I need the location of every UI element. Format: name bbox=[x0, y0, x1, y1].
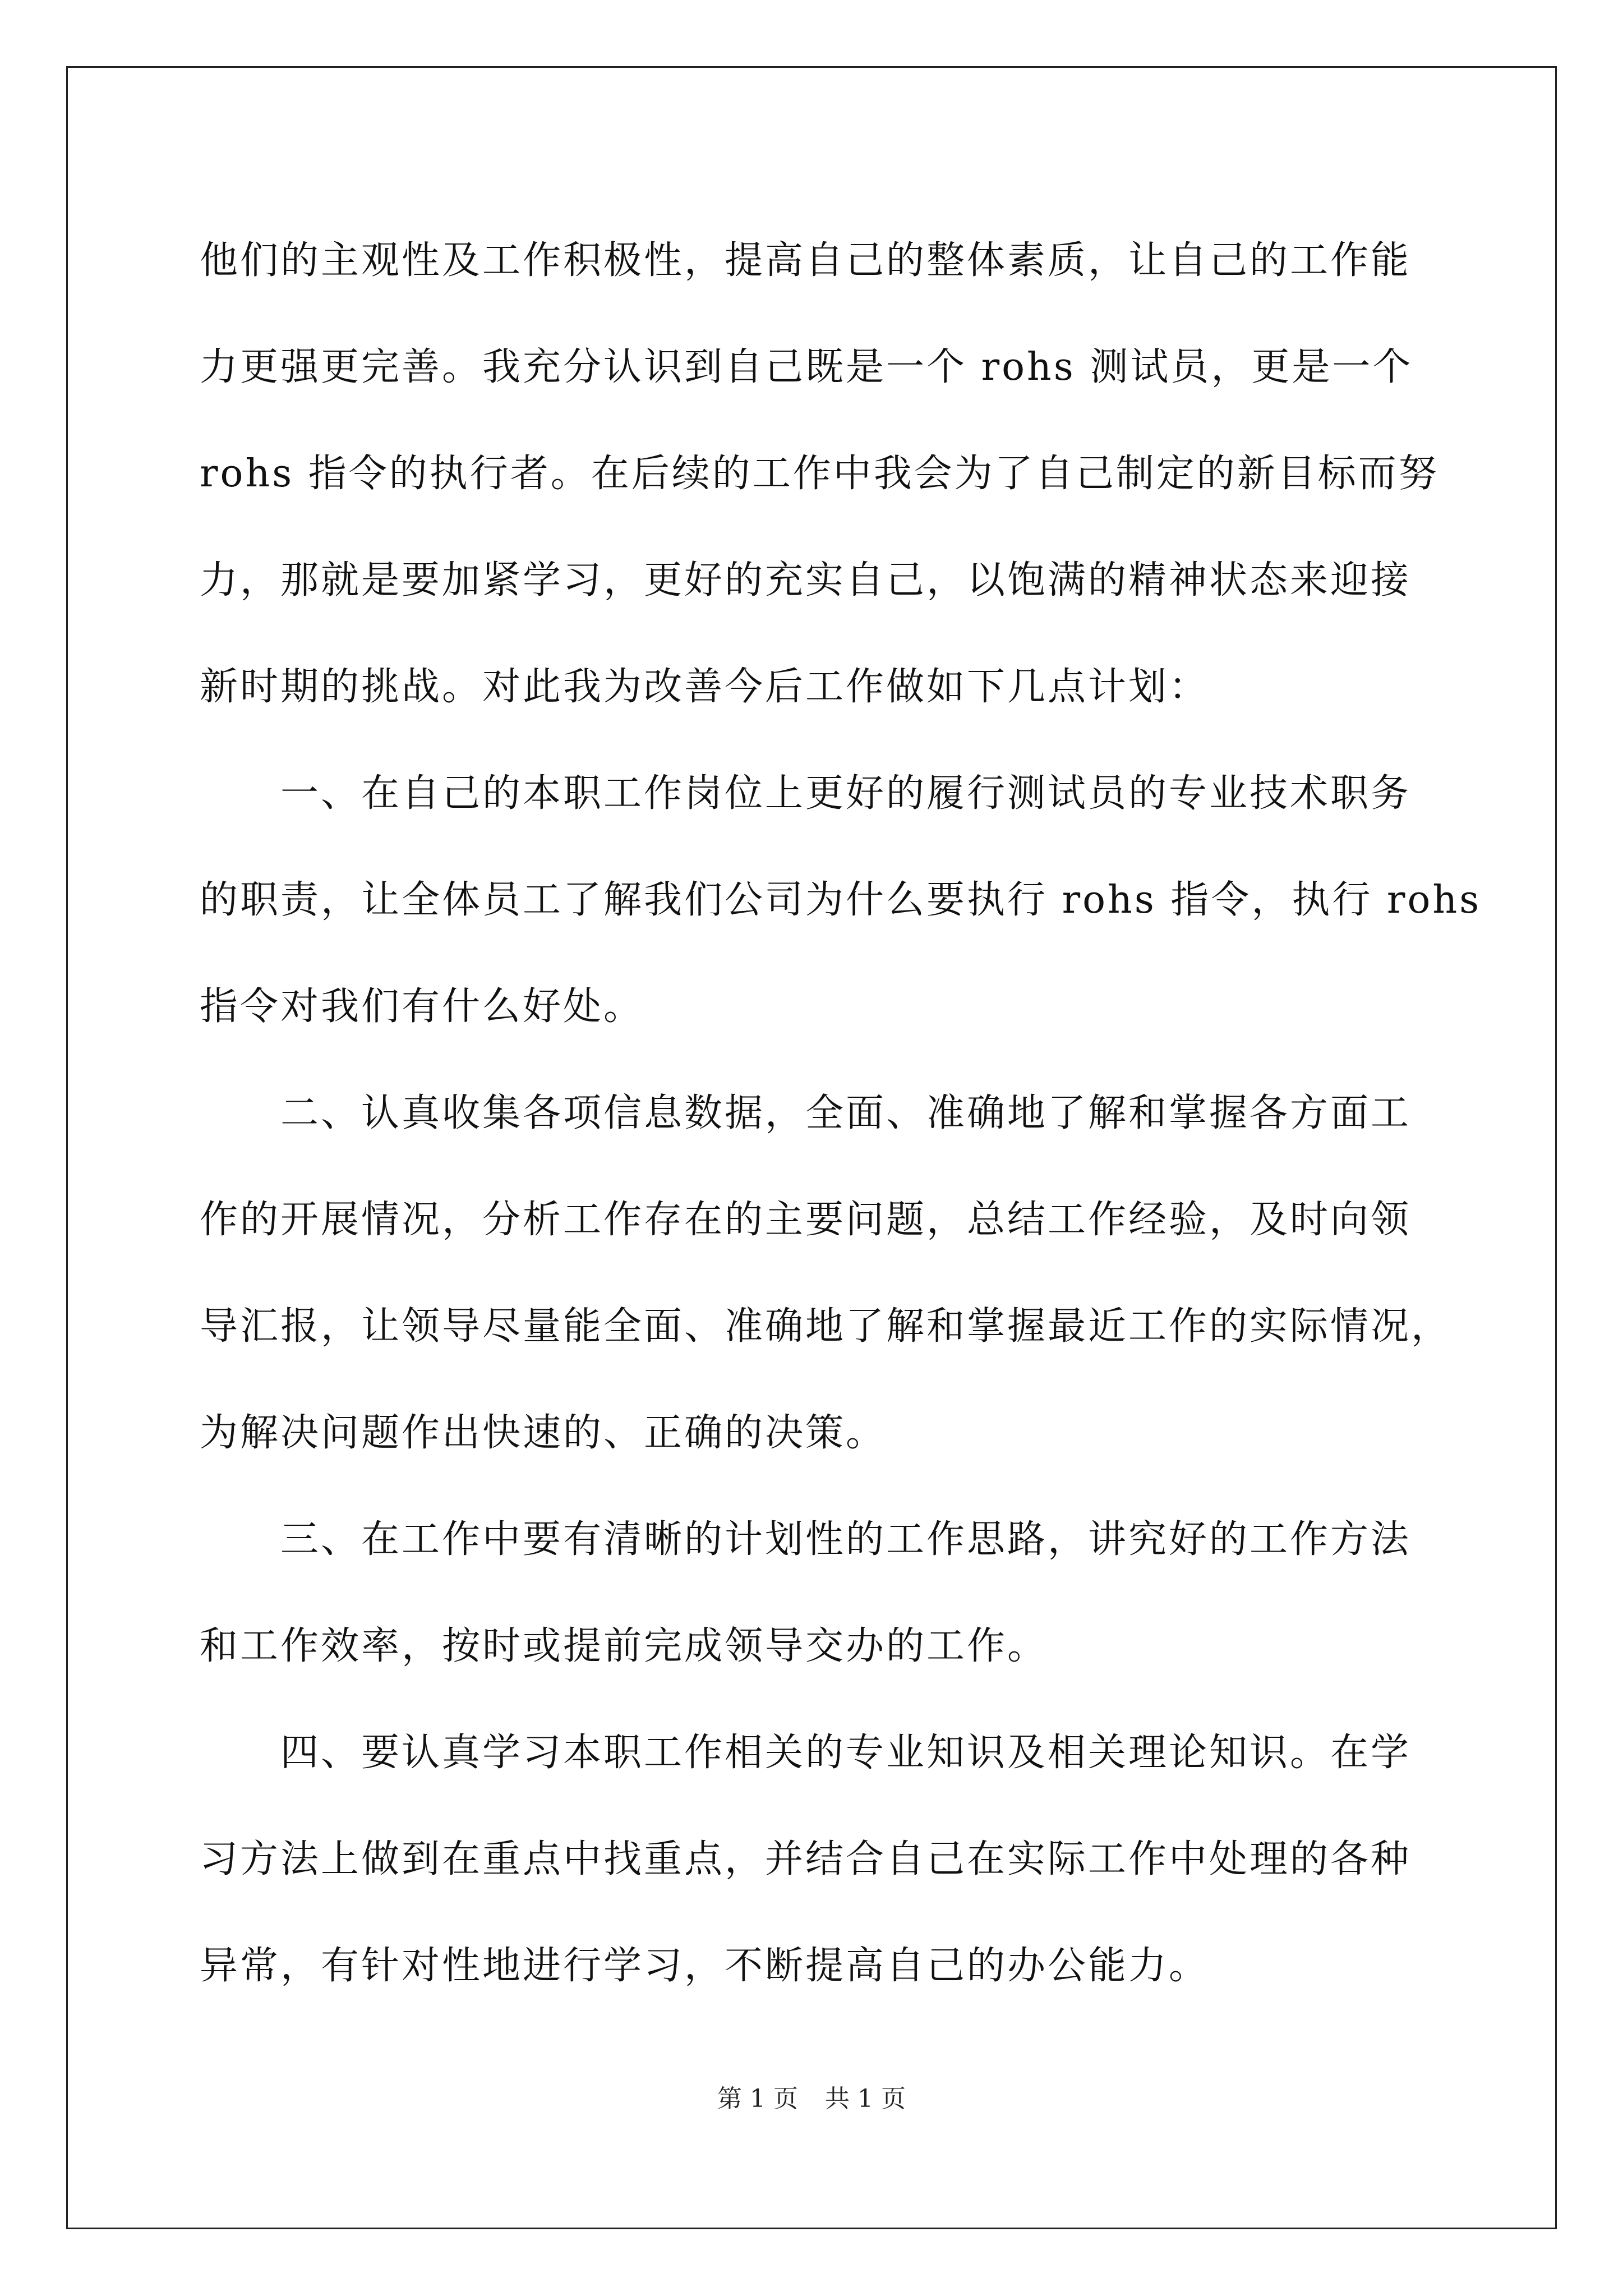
page-footer bbox=[0, 2082, 1623, 2116]
text-line: 导汇报，让领导尽量能全面、准确地了解和掌握最近工作的实际情况， bbox=[200, 1304, 1452, 1349]
document-body bbox=[200, 208, 1482, 2019]
text-line: 习方法上做到在重点中找重点，并结合自己在实际工作中处理的各种 bbox=[200, 1837, 1412, 1881]
text-line: 力，那就是要加紧学习，更好的充实自己，以饱满的精神状态来迎接 bbox=[200, 558, 1412, 602]
text-line: 为解决问题作出快速的、正确的决策。 bbox=[200, 1411, 887, 1455]
page-number-current: 第 1 页 bbox=[717, 2085, 798, 2113]
text-line: 作的开展情况，分析工作存在的主要问题，总结工作经验，及时向领 bbox=[200, 1198, 1412, 1242]
text-line: 和工作效率，按时或提前完成领导交办的工作。 bbox=[200, 1624, 1048, 1668]
text-line: 力更强更完善。我充分认识到自己既是一个 rohs 测试员，更是一个 bbox=[200, 345, 1413, 389]
text-line: 异常，有针对性地进行学习，不断提高自己的办公能力。 bbox=[200, 1944, 1210, 1988]
text-line: 指令对我们有什么好处。 bbox=[200, 984, 644, 1029]
page-number-total: 共 1 页 bbox=[825, 2085, 906, 2113]
text-line: 三、在工作中要有清晰的计划性的工作思路，讲究好的工作方法 bbox=[200, 1517, 1412, 1562]
text-line: 一、在自己的本职工作岗位上更好的履行测试员的专业技术职务 bbox=[200, 771, 1412, 816]
text-line: 四、要认真学习本职工作相关的专业知识及相关理论知识。在学 bbox=[200, 1731, 1412, 1775]
text-line: 新时期的挑战。对此我为改善今后工作做如下几点计划： bbox=[200, 665, 1210, 709]
text-line: rohs 指令的执行者。在后续的工作中我会为了自己制定的新目标而努 bbox=[200, 452, 1439, 496]
text-line: 的职责，让全体员工了解我们公司为什么要执行 rohs 指令，执行 rohs bbox=[200, 878, 1482, 922]
text-line: 二、认真收集各项信息数据，全面、准确地了解和掌握各方面工 bbox=[200, 1091, 1412, 1135]
text-line: 他们的主观性及工作积极性，提高自己的整体素质，让自己的工作能 bbox=[200, 238, 1412, 283]
